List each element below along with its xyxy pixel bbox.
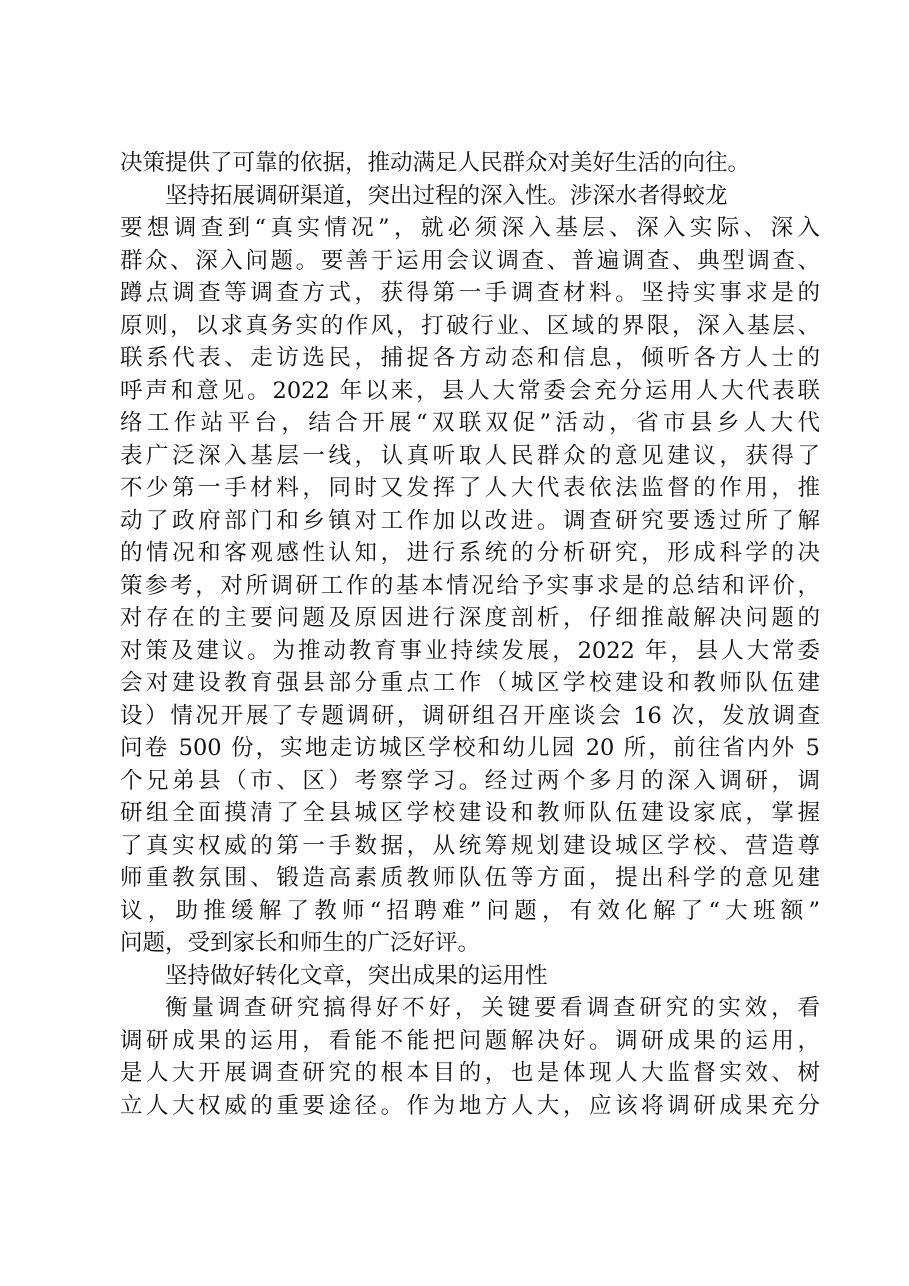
text-line: 表广泛深入基层一线，认真听取人民群众的意见建议，获得了 [120, 442, 820, 469]
heading-line: 坚持拓展调研渠道，突出过程的深入性。涉深水者得蛟龙 [165, 182, 728, 209]
text-line: 络工作站平台，结合开展“双联双促”活动，省市县乡人大代 [120, 410, 820, 436]
text-line: 对存在的主要问题及原因进行深度剖析，仔细推敲解决问题的 [120, 605, 820, 631]
text-line: 会对建设教育强县部分重点工作（城区学校建设和教师队伍建 [120, 670, 820, 696]
text-line: 决策提供了可靠的依据，推动满足人民群众对美好生活的向往。 [120, 150, 751, 176]
text-line: 是人大开展调查研究的根本目的，也是体现人大监督实效、树 [120, 1060, 820, 1086]
text-line: 设）情况开展了专题调研，调研组召开座谈会 16 次，发放调查 [120, 702, 820, 729]
text-line: 原则，以求真务实的作风，打破行业、区域的界限，深入基层、 [120, 312, 820, 339]
text-line: 呼声和意见。2022 年以来，县人大常委会充分运用人大代表联 [120, 377, 820, 404]
text-line: 研组全面摸清了全县城区学校建设和教师队伍建设家底，掌握 [120, 800, 820, 826]
text-line: 议，助推缓解了教师“招聘难”问题，有效化解了“大班额” [120, 897, 820, 924]
text-line: 调研成果的运用，看能不能把问题解决好。调研成果的运用， [120, 1027, 820, 1054]
text-line: 要想调查到“真实情况”，就必须深入基层、深入实际、深入 [120, 215, 820, 241]
text-line: 策参考，对所调研工作的基本情况给予实事求是的总结和评价， [120, 572, 820, 599]
text-line: 问卷 500 份，实地走访城区学校和幼儿园 20 所，前往省内外 5 [120, 735, 820, 761]
text-line: 对策及建议。为推动教育事业持续发展，2022 年，县人大常委 [120, 637, 820, 664]
text-line: 了真实权威的第一手数据，从统筹规划建设城区学校、营造尊 [120, 832, 820, 859]
text-line: 个兄弟县（市、区）考察学习。经过两个多月的深入调研，调 [120, 767, 820, 794]
text-line: 问题，受到家长和师生的广泛好评。 [120, 930, 481, 956]
text-line: 的情况和客观感性认知，进行系统的分析研究，形成科学的决 [120, 540, 820, 566]
text-line: 师重教氛围、锻造高素质教师队伍等方面，提出科学的意见建 [120, 865, 820, 891]
text-line: 动了政府部门和乡镇对工作加以改进。调查研究要透过所了解 [120, 507, 820, 534]
text-line: 衡量调查研究搞得好不好，关键要看调查研究的实效，看 [165, 995, 820, 1021]
text-line: 群众、深入问题。要善于运用会议调查、普遍调查、典型调查、 [120, 247, 820, 274]
text-line: 立人大权威的重要途径。作为地方人大，应该将调研成果充分 [120, 1092, 820, 1119]
text-line: 不少第一手材料，同时又发挥了人大代表依法监督的作用，推 [120, 475, 820, 501]
text-line: 联系代表、走访选民，捕捉各方动态和信息，倾听各方人士的 [120, 345, 820, 371]
text-line: 蹲点调查等调查方式，获得第一手调查材料。坚持实事求是的 [120, 280, 820, 306]
heading-line: 坚持做好转化文章，突出成果的运用性 [165, 962, 548, 989]
body-text [120, 147, 820, 1122]
